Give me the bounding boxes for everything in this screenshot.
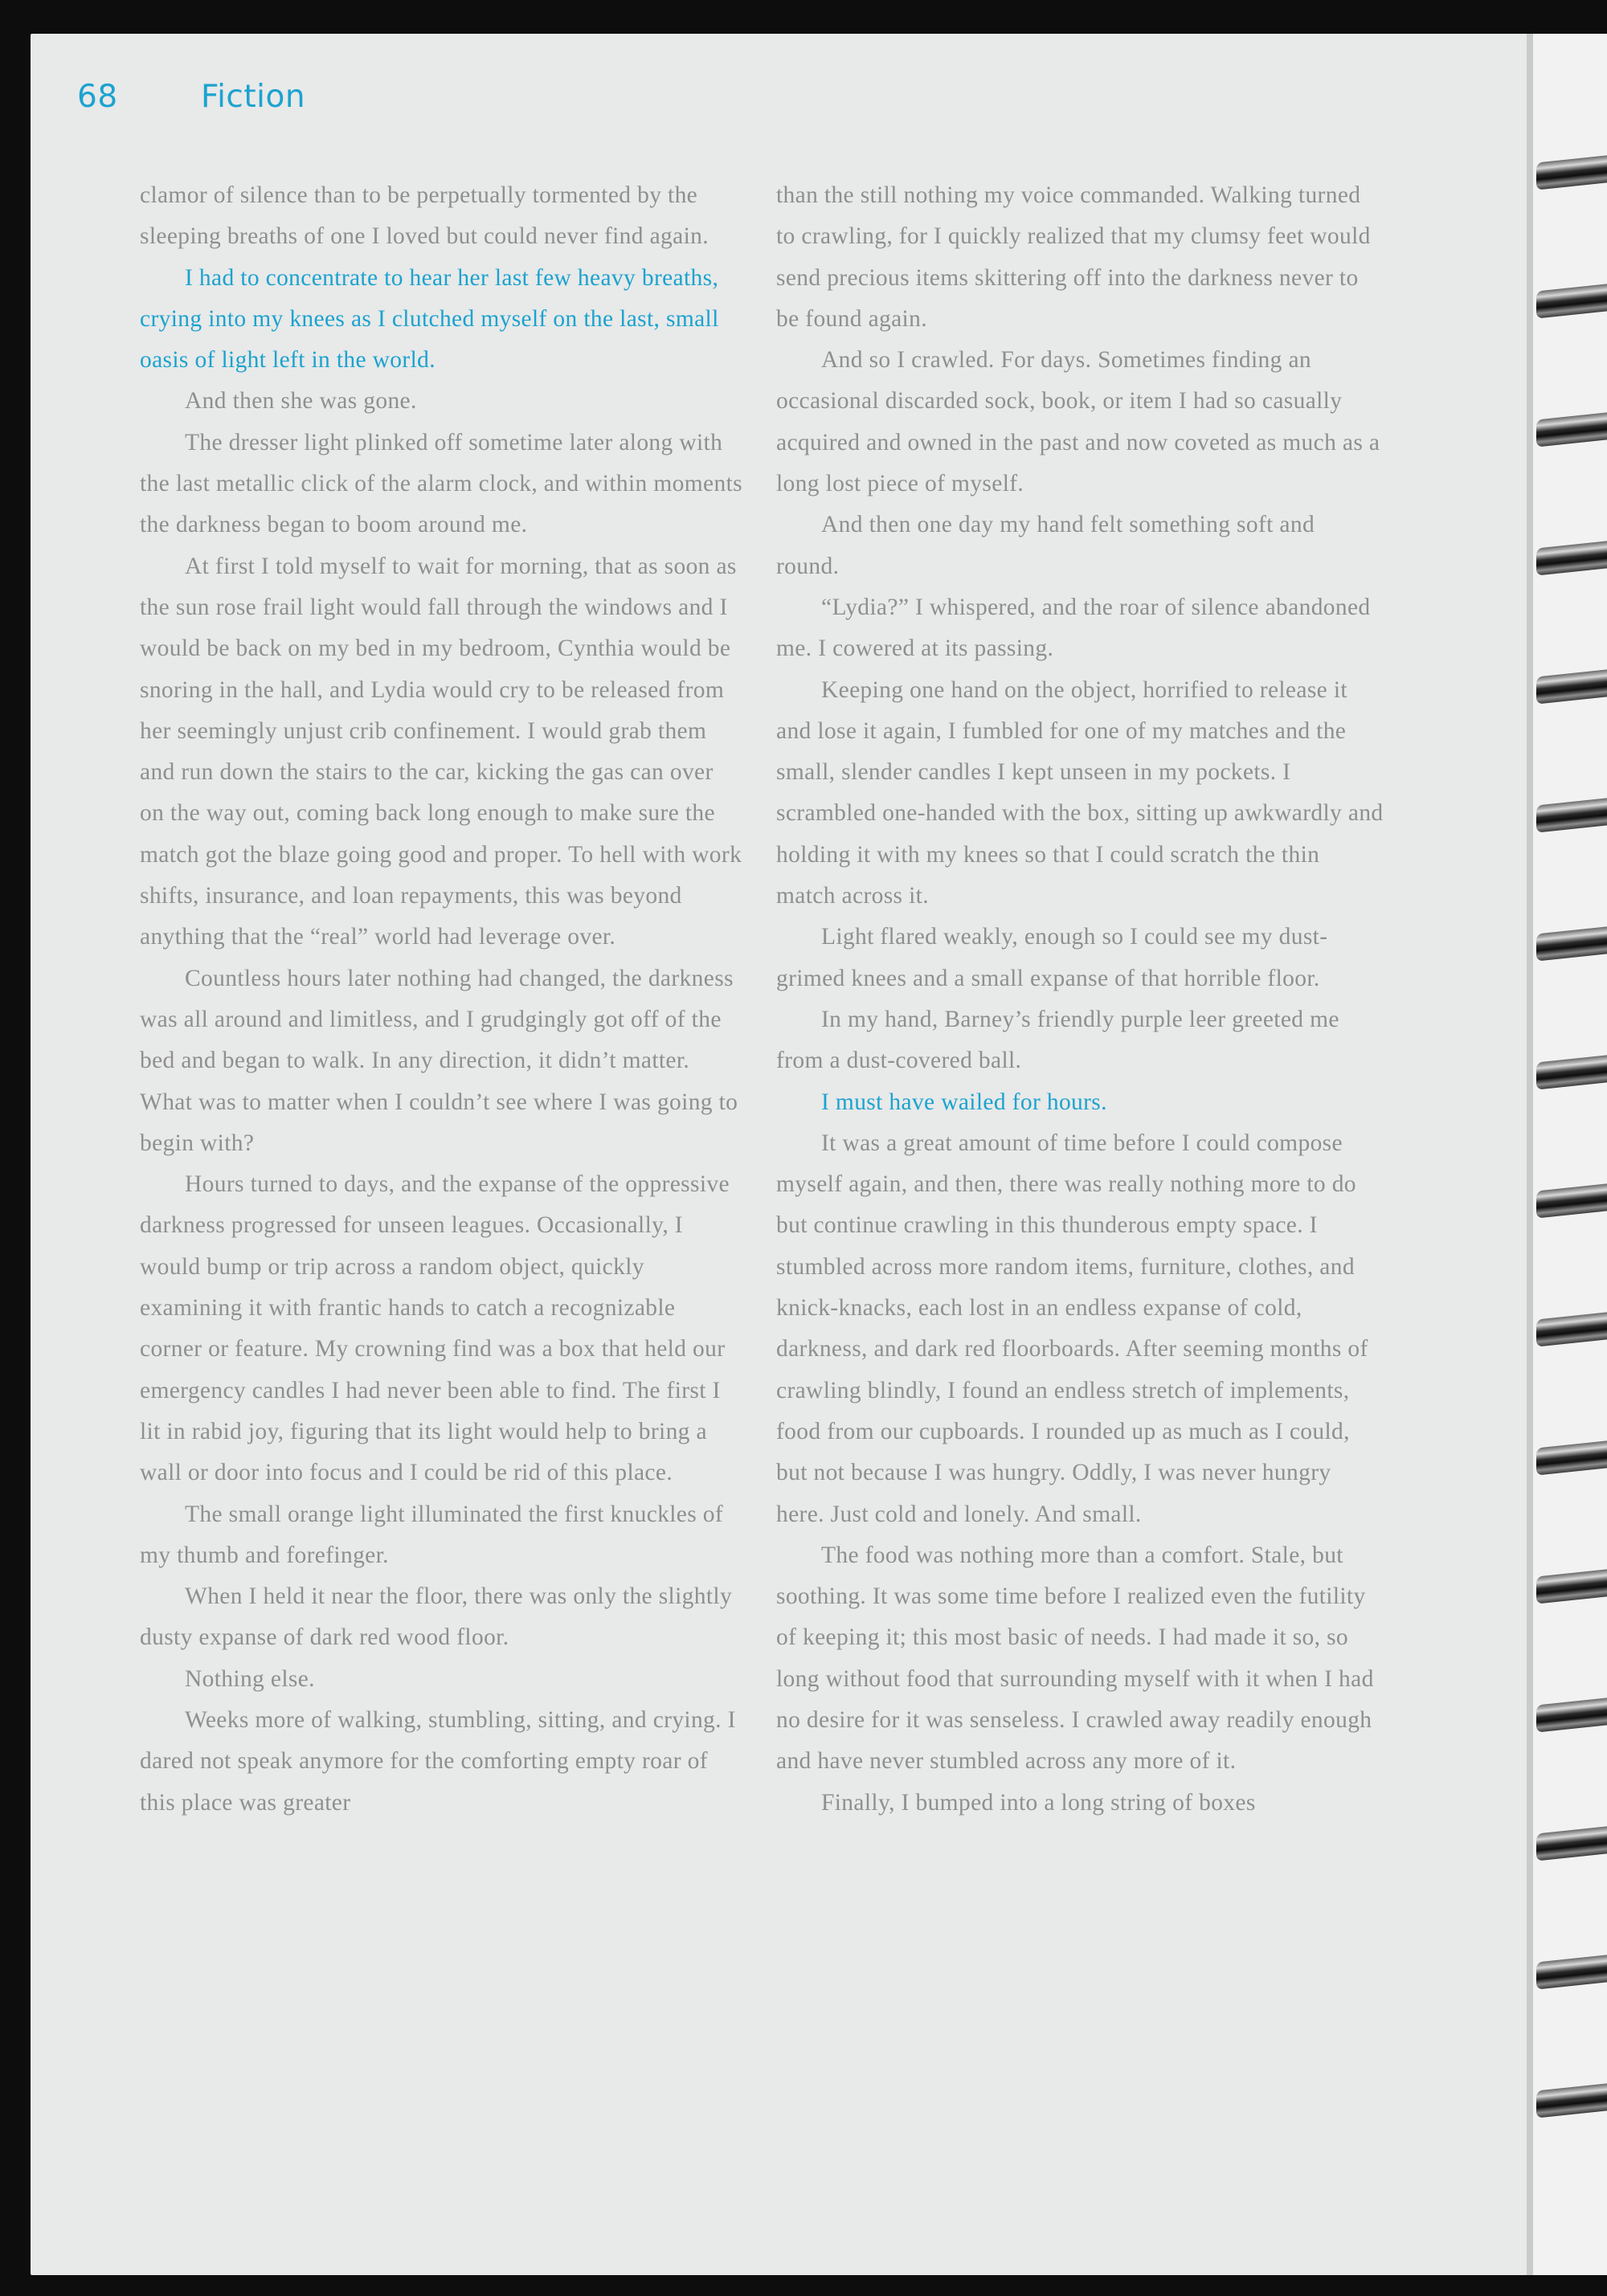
paragraph: Finally, I bumped into a long string of boxes <box>821 1789 1256 1816</box>
coil-wire <box>1536 1312 1607 1346</box>
paragraph: The food was nothing more than a comfort. Stale, but soothing. It was some time before I realized even the futility of keeping it; this most basic of needs. I had made it so, so long without food that surrounding myself with it when I had no desire for it was senseless. I crawled away readily enough and have never stumbled across any more of it. <box>776 1542 1374 1775</box>
paragraph: Keeping one hand on the object, horrified to release it and lose it again, I fumbled for one of my matches and the small, slender candles I kept unseen in my pockets. I scrambled one-handed with the box, sitting up awkwardly and holding it with my knees so that I could scratch the thin match across it. <box>776 676 1384 909</box>
coil-wire <box>1536 1183 1607 1218</box>
paragraph: Nothing else. <box>185 1665 315 1692</box>
binding-coil <box>1536 2073 1607 2129</box>
page-edge <box>1527 34 1533 2275</box>
coil-wire <box>1536 1826 1607 1861</box>
binding-coil <box>1536 787 1607 844</box>
paragraph: And then she was gone. <box>185 388 417 415</box>
binding-coil <box>1536 145 1607 201</box>
highlighted-paragraph: I must have wailed for hours. <box>821 1089 1107 1115</box>
coil-wire <box>1536 284 1607 318</box>
binding-coil <box>1536 1559 1607 1615</box>
left-text-column <box>140 175 742 1824</box>
coil-wire <box>1536 412 1607 447</box>
binding-coil <box>1536 1687 1607 1743</box>
paragraph: Countless hours later nothing had changed, the darkness was all around and limitless, and I grudgingly got off of the bed and began to walk. In any direction, it didn’t matter. What was to matter when I couldn’t see where I was going to begin with? <box>140 965 738 1156</box>
paragraph: It was a great amount of time before I could compose myself again, and then, there was really nothing more to do but continue crawling in this thunderous empty space. I stumbled across more random items, furniture, clothes, and knick-knacks, each lost in an endless expanse of cold, darkness, and dark red floorboards. After seeming months of crawling blindly, I found an endless stretch of implements, food from our cupboards. I rounded up as much as I could, but not because I was hungry. Oddly, I was never hungry here. Just cold and lonely. And small. <box>776 1130 1368 1527</box>
coil-wire <box>1536 669 1607 704</box>
paragraph: than the still nothing my voice commanded. Walking turned to crawling, for I quickly realized that my clumsy feet would send precious items skittering off into the darkness never to be found again. <box>776 182 1371 332</box>
binding-coil <box>1536 1044 1607 1101</box>
paragraph: “Lydia?” I whispered, and the roar of silence abandoned me. I cowered at its passing. <box>776 594 1371 662</box>
right-text-column <box>776 175 1384 1824</box>
coil-wire <box>1536 541 1607 575</box>
paragraph: Hours turned to days, and the expanse of the oppressive darkness progressed for unseen leagues. Occasionally, I would bump or trip across a random object, quickly examining it with frantic hands to catch a recognizable corner or feature. My crowning find was a box that held our emergency candles I had never been able to find. The first I lit in rabid joy, figuring that its light would help to bring a wall or door into focus and I could be rid of this place. <box>140 1171 730 1486</box>
coil-wire <box>1536 1055 1607 1089</box>
coil-wire <box>1536 2083 1607 2118</box>
coil-wire <box>1536 926 1607 961</box>
section-title: Fiction <box>201 79 306 115</box>
binding-coil <box>1536 1944 1607 2000</box>
back-page-strip <box>1533 34 1607 2275</box>
coil-wire <box>1536 155 1607 190</box>
binding-coil <box>1536 1430 1607 1486</box>
binding-coil <box>1536 916 1607 972</box>
page-number: 68 <box>77 79 118 115</box>
paragraph: clamor of silence than to be perpetually tormented by the sleeping breaths of one I loved but could never find again. <box>140 182 709 250</box>
highlighted-paragraph: I had to concentrate to hear her last few heavy breaths, crying into my knees as I clutched myself on the last, small oasis of light left in the world. <box>140 264 719 374</box>
paragraph: The small orange light illuminated the first knuckles of my thumb and forefinger. <box>140 1501 724 1568</box>
coil-wire <box>1536 1440 1607 1475</box>
coil-wire <box>1536 1569 1607 1604</box>
binding-coil <box>1536 1816 1607 1872</box>
binding-coil <box>1536 1173 1607 1229</box>
paragraph: At first I told myself to wait for morning, that as soon as the sun rose frail light would fall through the windows and I would be back on my bed in my bedroom, Cynthia would be snoring in the hall, and Lydia would cry to be released from her seemingly unjust crib confinement. I would grab them and run down the stairs to the car, kicking the gas can over on the way out, coming back long enough to make sure the match got the blaze going good and proper. To hell with work shifts, insurance, and loan repayments, this was beyond anything that the “real” world had leverage over. <box>140 553 742 950</box>
coil-wire <box>1536 1955 1607 1989</box>
coil-wire <box>1536 798 1607 832</box>
binding-coil <box>1536 273 1607 329</box>
paragraph: When I held it near the floor, there was only the slightly dusty expanse of dark red wood floor. <box>140 1583 733 1651</box>
paragraph: Weeks more of walking, stumbling, sitting, and crying. I dared not speak anymore for the comforting empty roar of this place was greater <box>140 1706 736 1816</box>
binding-coil <box>1536 530 1607 586</box>
paragraph: And so I crawled. For days. Sometimes finding an occasional discarded sock, book, or item I had so casually acquired and owned in the past and now coveted as much as a long lost piece of myself. <box>776 347 1380 497</box>
coil-wire <box>1536 1697 1607 1732</box>
binding-coil <box>1536 402 1607 458</box>
paragraph: And then one day my hand felt something soft and round. <box>776 512 1315 579</box>
paragraph: Light flared weakly, enough so I could see my dust-grimed knees and a small expanse of that horrible floor. <box>776 924 1328 991</box>
binding-coil <box>1536 1301 1607 1358</box>
paragraph: The dresser light plinked off sometime later along with the last metallic click of the alarm clock, and within moments the darkness began to boom around me. <box>140 429 742 538</box>
paragraph: In my hand, Barney’s friendly purple leer greeted me from a dust-covered ball. <box>776 1006 1339 1074</box>
binding-coil <box>1536 659 1607 715</box>
